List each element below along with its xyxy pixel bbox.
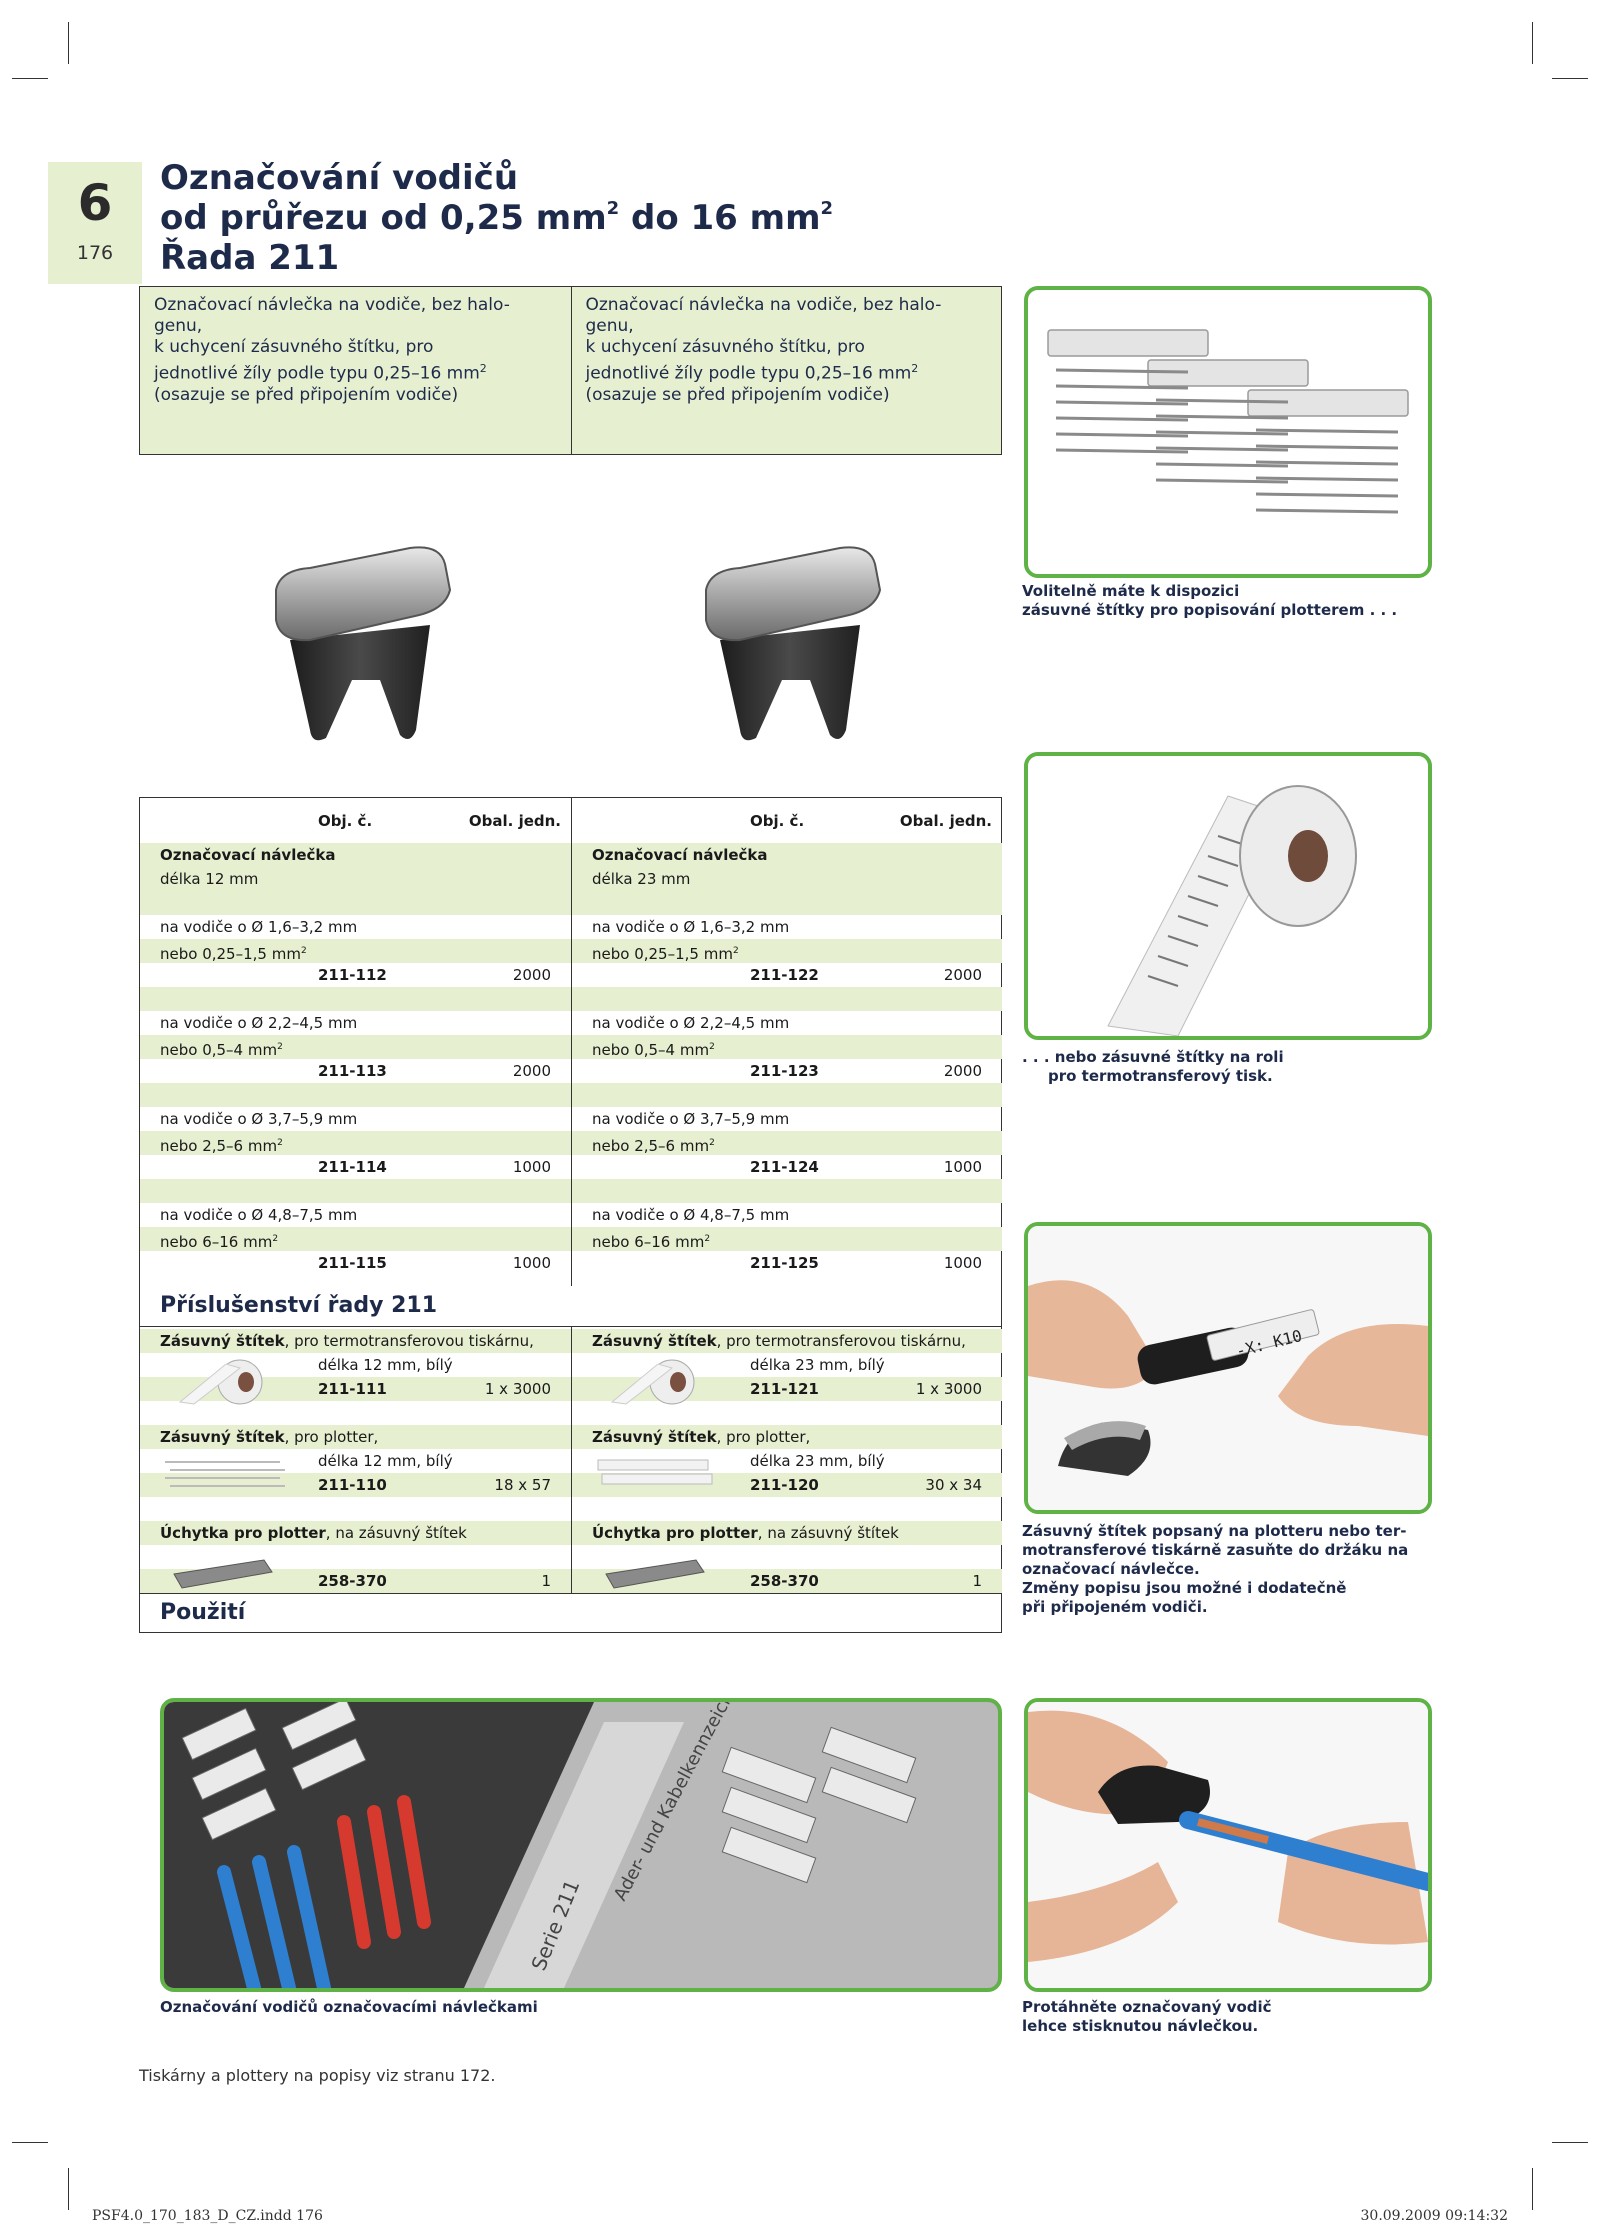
table-row: Úchytka pro plotter, na zásuvný štítek bbox=[572, 1521, 1002, 1545]
crop-mark bbox=[68, 22, 69, 64]
svg-text:-X: K10: -X: K10 bbox=[1233, 1325, 1304, 1361]
table-row: 211-115 1000 bbox=[318, 1254, 551, 1272]
crop-mark bbox=[12, 2142, 48, 2143]
file-slug: PSF4.0_170_183_D_CZ.indd 176 bbox=[92, 2208, 323, 2224]
description-table bbox=[139, 286, 1002, 455]
divider bbox=[140, 1326, 1001, 1327]
table-row: délka 23 mm bbox=[572, 867, 1002, 891]
table-row: 211-113 2000 bbox=[318, 1062, 551, 1080]
table-row bbox=[572, 1179, 1002, 1203]
table-row: Označovací návlečka bbox=[140, 843, 571, 867]
description-right: Označovací návlečka na vodiče, bez halo- genu, k uchycení zásuvného štítku, pro jednotlivé žíly podle typu 0,25–16 $mm^2$ (osazuje se před připojením vodiče) bbox=[571, 287, 1002, 454]
table-row: na vodiče o Ø 4,8–7,5 mm bbox=[592, 1206, 790, 1224]
ordering-table bbox=[139, 797, 1002, 1633]
table-row: délka 12 mm, bílý bbox=[318, 1356, 453, 1374]
table-row: nebo 0,5–4 $mm^2$ bbox=[572, 1035, 1002, 1059]
table-row: 211-110 18 x 57 bbox=[140, 1473, 571, 1497]
table-row: na vodiče o Ø 1,6–3,2 mm bbox=[160, 918, 358, 936]
plotter-labels-thumbnail bbox=[592, 1452, 722, 1496]
item-no-header: Obj. č. bbox=[318, 812, 373, 830]
table-row: 211-114 1000 bbox=[318, 1158, 551, 1176]
ordering-column-12mm bbox=[140, 798, 571, 1632]
crop-mark bbox=[12, 78, 48, 79]
table-row bbox=[140, 1083, 571, 1107]
table-row: na vodiče o Ø 1,6–3,2 mm bbox=[592, 918, 790, 936]
application-caption: Označování vodičů označovacími návlečkami bbox=[160, 1998, 538, 2016]
crop-mark bbox=[1552, 2142, 1588, 2143]
label-roll-photo bbox=[1024, 752, 1432, 1040]
table-row: délka 23 mm, bílý bbox=[750, 1356, 885, 1374]
plotter-labels-caption: Volitelně máte k dispozici zásuvné štítky pro popisování plotterem . . . bbox=[1022, 582, 1398, 619]
table-row: 211-125 1000 bbox=[750, 1254, 982, 1272]
table-row: nebo 6–16 $mm^2$ bbox=[572, 1227, 1002, 1251]
table-row bbox=[140, 987, 571, 1011]
date-slug: 30.09.2009 09:14:32 bbox=[1360, 2208, 1508, 2224]
table-row: 211-122 2000 bbox=[750, 966, 982, 984]
pack-unit-header: Obal. jedn. bbox=[468, 812, 561, 830]
title-line-3: Řada 211 bbox=[160, 238, 340, 278]
table-row: 211-124 1000 bbox=[750, 1158, 982, 1176]
table-row bbox=[572, 987, 1002, 1011]
table-row: nebo 6–16 $mm^2$ bbox=[140, 1227, 571, 1251]
ordering-column-23mm bbox=[571, 798, 1002, 1632]
table-row bbox=[572, 891, 1002, 915]
plotter-holder-thumbnail bbox=[168, 1554, 278, 1594]
crop-mark bbox=[68, 2168, 69, 2210]
pull-through-photo bbox=[1024, 1698, 1432, 1992]
table-row: délka 23 mm, bílý bbox=[750, 1452, 885, 1470]
marker-sleeve-12mm-image bbox=[240, 530, 480, 770]
table-row bbox=[140, 891, 571, 915]
table-row: na vodiče o Ø 2,2–4,5 mm bbox=[592, 1014, 790, 1032]
plotter-holder-thumbnail bbox=[600, 1554, 710, 1594]
table-row bbox=[140, 1179, 571, 1203]
application-photo bbox=[160, 1698, 1002, 1992]
table-row: 258-370 1 bbox=[140, 1569, 571, 1593]
table-row: délka 12 mm, bílý bbox=[318, 1452, 453, 1470]
inserting-label-photo bbox=[1024, 1222, 1432, 1514]
table-row: nebo 2,5–6 $mm^2$ bbox=[140, 1131, 571, 1155]
inserting-label-caption: Zásuvný štítek popsaný na plotteru nebo ter- motransferové tiskárně zasuňte do držáku na označovací návlečce. Změny popisu jsou možné i dodatečně při připojeném vodiči. bbox=[1022, 1522, 1409, 1616]
table-row: Označovací návlečka bbox=[572, 843, 1002, 867]
title-line-1: Označování vodičů bbox=[160, 158, 519, 198]
table-row: 211-111 1 x 3000 bbox=[140, 1377, 571, 1401]
table-row: Zásuvný štítek, pro termotransferovou tiskárnu, bbox=[572, 1329, 1002, 1353]
usage-heading: Použití bbox=[140, 1594, 1001, 1632]
table-row bbox=[572, 1083, 1002, 1107]
table-row: 211-123 2000 bbox=[750, 1062, 982, 1080]
table-row: 211-112 2000 bbox=[318, 966, 551, 984]
table-row: nebo 0,5–4 $mm^2$ bbox=[140, 1035, 571, 1059]
label-roll-thumbnail bbox=[592, 1358, 722, 1406]
plotter-labels-photo bbox=[1024, 286, 1432, 578]
page-title bbox=[160, 158, 833, 278]
table-row: na vodiče o Ø 3,7–5,9 mm bbox=[160, 1110, 358, 1128]
chapter-number: 6 bbox=[77, 174, 113, 232]
footer-note: Tiskárny a plottery na popisy viz stranu 172. bbox=[139, 2066, 496, 2085]
item-no-header: Obj. č. bbox=[750, 812, 805, 830]
table-row: na vodiče o Ø 4,8–7,5 mm bbox=[160, 1206, 358, 1224]
table-row: 211-120 30 x 34 bbox=[572, 1473, 1002, 1497]
table-row: na vodiče o Ø 3,7–5,9 mm bbox=[592, 1110, 790, 1128]
table-row: nebo 0,25–1,5 $mm^2$ bbox=[140, 939, 571, 963]
crop-mark bbox=[1532, 22, 1533, 64]
crop-mark bbox=[1552, 78, 1588, 79]
description-left: Označovací návlečka na vodiče, bez halo- genu, k uchycení zásuvného štítku, pro jednotlivé žíly podle typu 0,25–16 $mm^2$ (osazuje se před připojením vodiče) bbox=[140, 287, 571, 454]
table-row: délka 12 mm bbox=[140, 867, 571, 891]
table-row: Zásuvný štítek, pro plotter, bbox=[572, 1425, 1002, 1449]
table-row: nebo 0,25–1,5 $mm^2$ bbox=[572, 939, 1002, 963]
label-roll-caption: . . . nebo zásuvné štítky na roli pro termotransferový tisk. bbox=[1022, 1048, 1284, 1085]
table-row: nebo 2,5–6 $mm^2$ bbox=[572, 1131, 1002, 1155]
table-row: na vodiče o Ø 2,2–4,5 mm bbox=[160, 1014, 358, 1032]
table-row: Zásuvný štítek, pro termotransferovou tiskárnu, bbox=[140, 1329, 571, 1353]
pull-through-caption: Protáhněte označovaný vodič lehce stisknutou návlečkou. bbox=[1022, 1998, 1272, 2035]
chapter-marker bbox=[48, 162, 142, 284]
label-roll-thumbnail bbox=[160, 1358, 290, 1406]
crop-mark bbox=[1532, 2168, 1533, 2210]
svg-text:Serie 211: Serie 211 bbox=[526, 1876, 585, 1974]
marker-sleeve-23mm-image bbox=[670, 530, 910, 770]
page-number: 176 bbox=[76, 242, 114, 264]
accessories-heading: Příslušenství řady 211 bbox=[140, 1286, 1001, 1326]
pack-unit-header: Obal. jedn. bbox=[899, 812, 992, 830]
table-row: 211-121 1 x 3000 bbox=[572, 1377, 1002, 1401]
table-row: 258-370 1 bbox=[572, 1569, 1002, 1593]
title-line-2: od průřezu od 0,25 $mm^2$ do 16 $mm^2$ bbox=[160, 198, 834, 238]
table-row: Zásuvný štítek, pro plotter, bbox=[140, 1425, 571, 1449]
table-row: Úchytka pro plotter, na zásuvný štítek bbox=[140, 1521, 571, 1545]
plotter-labels-thumbnail bbox=[160, 1452, 290, 1496]
